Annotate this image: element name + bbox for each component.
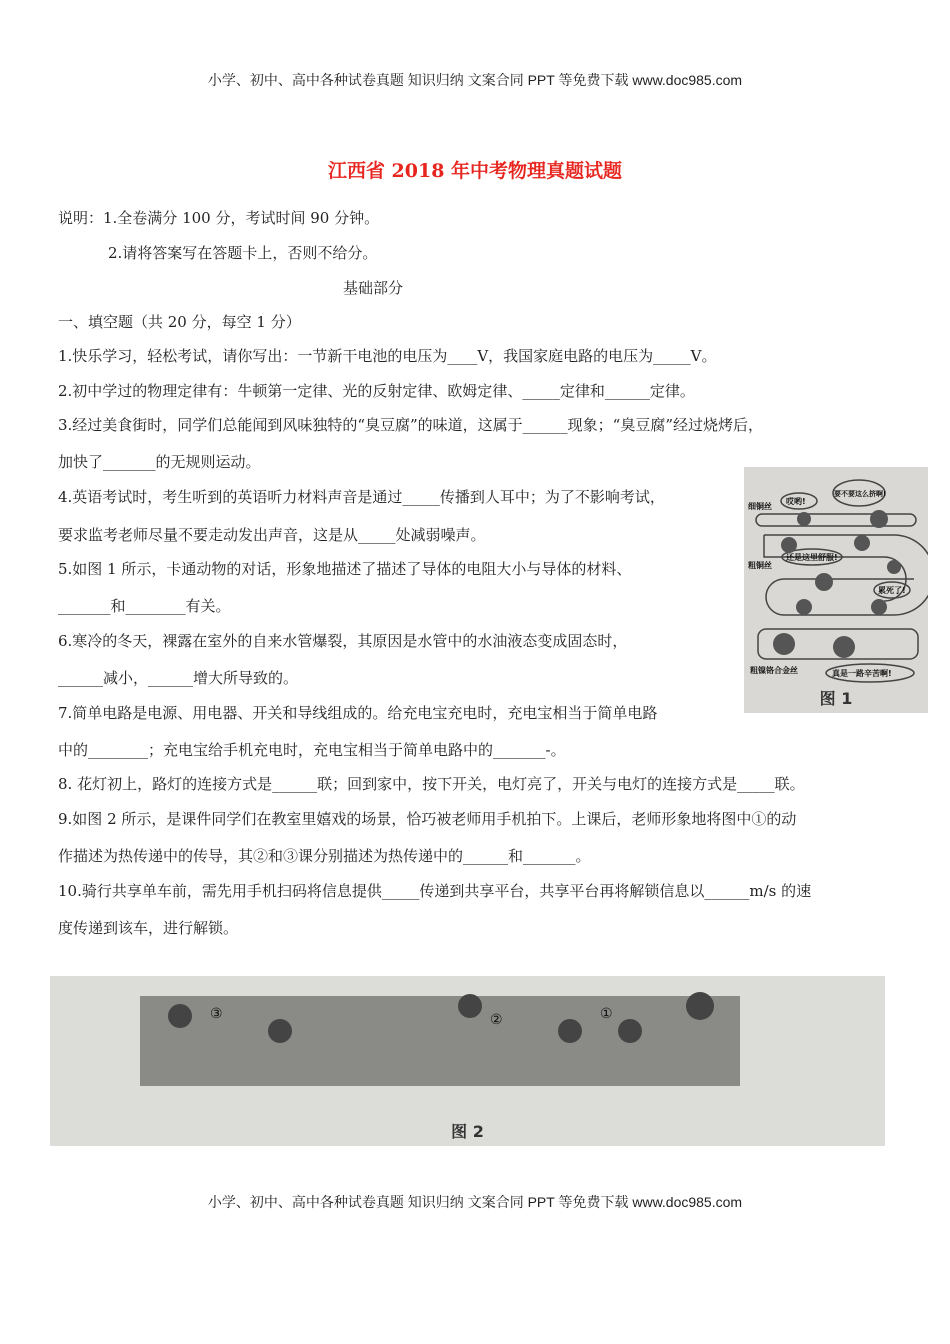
question-5: 5.如图 1 所示，卡通动物的对话，形象地描述了描述了导体的电阻大小与导体的材料、 — [58, 560, 632, 578]
question-5-cont: _______和________有关。 — [58, 597, 231, 615]
question-9: 9.如图 2 所示，是课件同学们在教室里嬉戏的场景，恰巧被老师用手机拍下。上课后，老师形象地将图中①的动 — [58, 810, 797, 828]
question-6: 6.寒冷的冬天，裸露在室外的自来水管爆裂，其原因是水管中的水油液态变成固态时， — [58, 632, 628, 650]
bubble-comfortable-here: 还是这里舒服! — [786, 553, 838, 562]
bubble-ouch: 哎哟! — [786, 497, 806, 506]
label-thick-nichrome-wire: 粗镍铬合金丝 — [750, 666, 798, 675]
figure-1-image — [744, 467, 928, 713]
question-2: 2.初中学过的物理定律有：牛顿第一定律、光的反射定律、欧姆定律、_____定律和______定律。 — [58, 382, 695, 400]
label-thin-copper-wire: 细铜丝 — [748, 502, 772, 511]
instructions-line-2: 2.请将答案写在答题卡上，否则不给分。 — [108, 244, 378, 262]
question-7-cont: 中的________；充电宝给手机充电时，充电宝相当于简单电路中的_______-。 — [58, 741, 566, 759]
page-footer: 小学、初中、高中各种试卷真题 知识归纳 文案合同 PPT 等免费下载 www.doc985.com — [207, 1194, 743, 1210]
question-7: 7.简单电路是电源、用电器、开关和导线组成的。给充电宝充电时，充电宝相当于简单电路 — [58, 704, 658, 722]
question-3: 3.经过美食街时，同学们总能闻到风味独特的“臭豆腐”的味道，这属于______现象；“臭豆腐”经过烧烤后， — [58, 416, 763, 434]
question-3-cont: 加快了_______的无规则运动。 — [58, 453, 261, 471]
figure-1-caption: 图 1 — [819, 689, 853, 708]
instructions-line-1: 说明：1.全卷满分 100 分，考试时间 90 分钟。 — [58, 209, 380, 227]
figure-2-label-2: ② — [490, 1012, 503, 1028]
bubble-hard-journey: 真是一路辛苦啊! — [832, 669, 892, 678]
page-title: 江西省 2018 年中考物理真题试题 — [327, 160, 623, 182]
figure-2-image — [50, 976, 885, 1146]
question-6-cont: ______减小，______增大所导致的。 — [58, 669, 299, 687]
bubble-exhausted: 累死了! — [878, 586, 906, 595]
question-9-cont: 作描述为热传递中的传导，其②和③课分别描述为热传递中的______和_______。 — [58, 847, 591, 865]
section-heading: 基础部分 — [343, 279, 404, 297]
figure-2-label-1: ① — [600, 1006, 613, 1022]
question-1: 1.快乐学习，轻松考试，请你写出：一节新干电池的电压为____V，我国家庭电路的电压为_____V。 — [58, 347, 717, 365]
question-10-cont: 度传递到该车，进行解锁。 — [58, 919, 239, 937]
question-4: 4.英语考试时，考生听到的英语听力材料声音是通过_____传播到人耳中；为了不影响考试， — [58, 488, 665, 506]
page-header: 小学、初中、高中各种试卷真题 知识归纳 文案合同 PPT 等免费下载 www.doc985.com — [207, 72, 743, 88]
classroom-cartoon-illustration — [50, 976, 885, 1116]
figure-2-label-3: ③ — [210, 1006, 223, 1022]
figure-2-caption: 图 2 — [451, 1122, 484, 1141]
question-10: 10.骑行共享单车前，需先用手机扫码将信息提供_____传递到共享平台，共享平台再将解锁信息以______m/s 的速 — [58, 882, 812, 900]
question-8: 8. 花灯初上，路灯的连接方式是______联；回到家中，按下开关，电灯亮了，开关与电灯的连接方式是_____联。 — [58, 775, 805, 793]
wire-cartoon-illustration — [744, 467, 928, 689]
question-4-cont: 要求监考老师尽量不要走动发出声音，这是从_____处减弱噪声。 — [58, 526, 486, 544]
part-heading: 一、填空题（共 20 分，每空 1 分） — [58, 313, 301, 331]
bubble-so-crowded: 要不要这么挤啊! — [834, 490, 887, 498]
label-thick-copper-wire: 粗铜丝 — [748, 561, 772, 570]
